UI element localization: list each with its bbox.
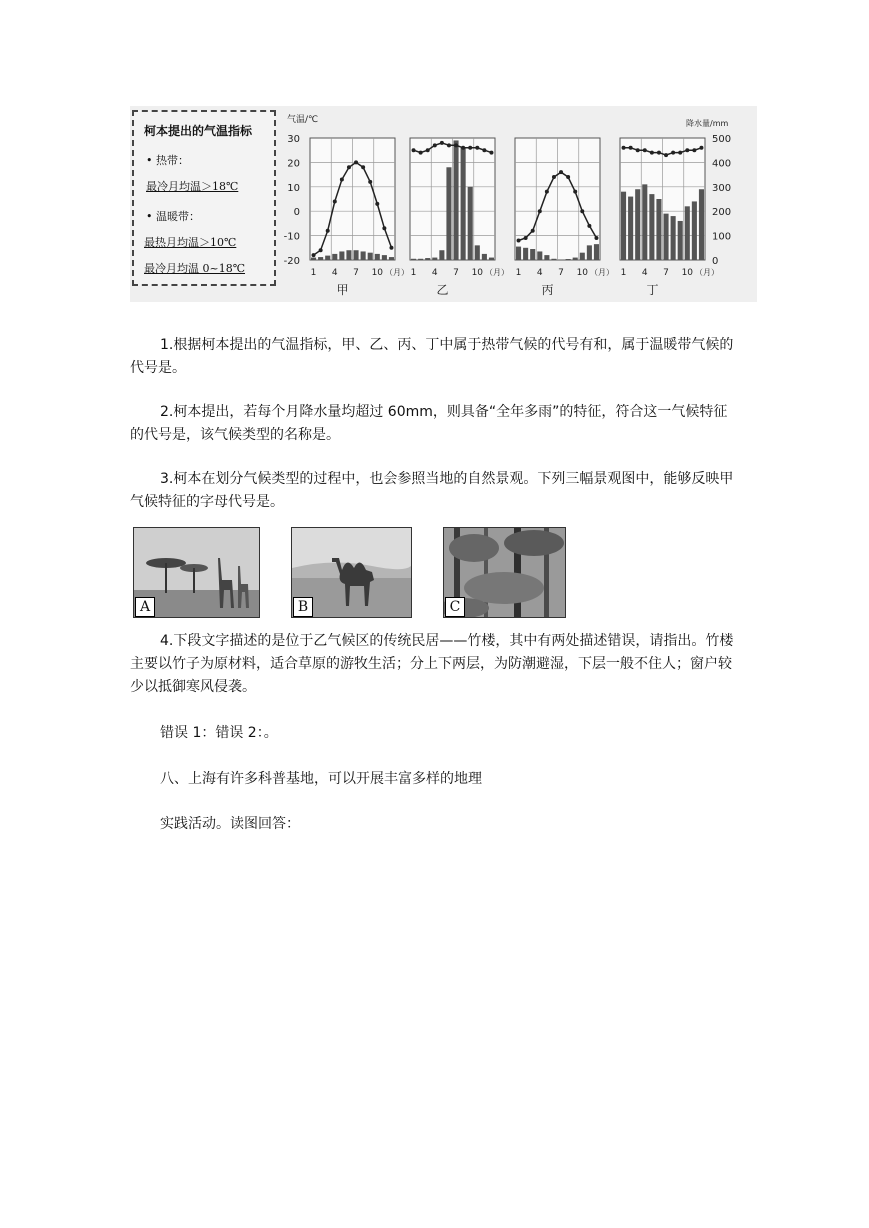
precip-axis-label: 降水量/mm xyxy=(686,119,729,128)
temperature-point xyxy=(594,236,598,240)
month-unit-label: （月） xyxy=(485,268,509,277)
precip-bar xyxy=(587,245,592,260)
temperature-point xyxy=(333,199,337,203)
month-tick-label: 4 xyxy=(641,268,648,278)
chart-name-label: 丙 xyxy=(541,283,554,297)
precip-bar xyxy=(389,257,394,260)
photo-label-a: A xyxy=(135,597,155,617)
legend-temperate-rule1: 最热月均温＞10℃ xyxy=(144,236,237,249)
temperature-point xyxy=(531,229,535,233)
section-8-cont: 实践活动。读图回答： xyxy=(160,816,300,832)
month-unit-label: （月） xyxy=(590,268,614,277)
precip-bar xyxy=(580,253,585,260)
precip-bar xyxy=(516,247,521,260)
temperature-point xyxy=(426,148,430,152)
temperature-point xyxy=(685,148,689,152)
precip-bar xyxy=(482,254,487,260)
precip-bar xyxy=(523,248,528,260)
precip-bar xyxy=(332,254,337,260)
precip-bar xyxy=(454,140,459,260)
month-tick-label: 1 xyxy=(410,268,417,278)
month-unit-label: （月） xyxy=(385,268,409,277)
precip-bar xyxy=(628,197,633,260)
temp-tick-label: -20 xyxy=(283,256,300,267)
legend-title: 柯本提出的气温指标 xyxy=(144,124,253,138)
temperature-point xyxy=(454,143,458,147)
precip-bar xyxy=(439,250,444,260)
temperature-point xyxy=(559,170,563,174)
precip-bar xyxy=(468,187,473,260)
temperature-point xyxy=(587,224,591,228)
precip-bar xyxy=(573,258,578,260)
month-tick-label: 4 xyxy=(536,268,543,278)
temperature-point xyxy=(382,226,386,230)
precip-bar xyxy=(621,192,626,260)
month-tick-label: 4 xyxy=(431,268,438,278)
precip-bar xyxy=(642,184,647,260)
month-tick-label: 10 xyxy=(681,268,694,278)
precip-bar xyxy=(671,216,676,260)
temperature-point xyxy=(566,175,570,179)
photo-label-b: B xyxy=(293,597,313,617)
temp-tick-label: 20 xyxy=(287,158,300,170)
temperature-point xyxy=(361,165,365,169)
temperature-point xyxy=(375,202,379,206)
temperature-point xyxy=(354,160,358,164)
month-tick-label: 1 xyxy=(515,268,522,278)
temp-tick-label: 30 xyxy=(287,134,300,145)
chart-name-label: 甲 xyxy=(336,283,349,297)
month-tick-label: 7 xyxy=(353,268,359,278)
temperature-point xyxy=(312,253,316,257)
temperature-point xyxy=(622,146,626,150)
climate-charts xyxy=(0,0,869,320)
temperature-point xyxy=(657,151,661,155)
legend-temperate: • 温暖带： xyxy=(146,210,200,223)
precip-tick-label: 200 xyxy=(712,207,732,219)
month-tick-label: 10 xyxy=(371,268,384,278)
temperature-point xyxy=(678,151,682,155)
temperature-point xyxy=(573,190,577,194)
temperature-point xyxy=(552,175,556,179)
precip-bar xyxy=(375,254,380,260)
precip-bar xyxy=(339,251,344,260)
section-8: 八、上海有许多科普基地，可以开展丰富多样的地理 xyxy=(160,771,482,787)
temperature-point xyxy=(319,248,323,252)
question-3: 3.柯本在划分气候类型的过程中，也会参照当地的自然景观。下列三幅景观图中，能够反映甲气候特征的字母代号是。 xyxy=(130,471,734,510)
temperature-point xyxy=(482,148,486,152)
photo-b xyxy=(291,527,412,618)
precip-bar xyxy=(346,250,351,260)
temperature-point xyxy=(447,143,451,147)
precip-tick-label: 500 xyxy=(712,134,732,145)
question-4: 4.下段文字描述的是位于乙气候区的传统民居——竹楼，其中有两处描述错误，请指出。竹楼主要以竹子为原材料，适合草原的游牧生活；分上下两层，为防潮避湿，下层一般不住人；窗户较少以抵御寒风侵袭。 xyxy=(130,633,734,695)
temperature-point xyxy=(636,148,640,152)
temperature-point xyxy=(475,146,479,150)
precip-bar xyxy=(685,206,690,260)
temp-tick-label: 10 xyxy=(287,182,300,194)
temperature-point xyxy=(524,236,528,240)
legend-tropical: • 热带： xyxy=(146,154,189,167)
precip-bar xyxy=(461,148,466,260)
temperature-point xyxy=(699,146,703,150)
temperature-point xyxy=(692,148,696,152)
legend-temperate-rule2: 最冷月均温 0~18℃ xyxy=(144,262,246,275)
precip-bar xyxy=(425,258,430,260)
precip-bar xyxy=(489,258,494,260)
precip-bar xyxy=(692,201,697,260)
question-2: 2.柯本提出，若每个月降水量均超过 60mm，则具备“全年多雨”的特征，符合这一气候特征的代号是，该气候类型的名称是。 xyxy=(130,404,728,443)
temperature-point xyxy=(545,190,549,194)
precip-bar xyxy=(530,249,535,260)
precip-bar xyxy=(544,255,549,260)
precip-tick-label: 300 xyxy=(712,182,732,194)
precip-bar xyxy=(418,259,423,260)
temperature-point xyxy=(643,148,647,152)
errors-line: 错误 1：错误 2：。 xyxy=(160,725,278,741)
month-tick-label: 1 xyxy=(310,268,317,278)
precip-bar xyxy=(678,221,683,260)
month-tick-label: 7 xyxy=(558,268,564,278)
precip-tick-label: 400 xyxy=(712,158,732,170)
precip-bar xyxy=(551,259,556,260)
precip-bar xyxy=(361,251,366,260)
photo-c xyxy=(443,527,566,618)
temperature-point xyxy=(389,246,393,250)
precip-bar xyxy=(446,167,451,260)
precip-bar xyxy=(368,253,373,260)
precip-bar xyxy=(537,251,542,260)
photo-a xyxy=(133,527,260,618)
month-tick-label: 10 xyxy=(471,268,484,278)
temp-axis-label: 气温/℃ xyxy=(287,115,319,125)
temperature-point xyxy=(412,148,416,152)
temperature-point xyxy=(433,143,437,147)
temperature-point xyxy=(538,209,542,213)
temperature-point xyxy=(664,153,668,157)
precip-bar xyxy=(411,259,416,260)
temperature-point xyxy=(440,141,444,145)
photo-label-c: C xyxy=(445,597,465,617)
temp-tick-label: -10 xyxy=(283,231,300,243)
month-tick-label: 7 xyxy=(453,268,459,278)
precip-bar xyxy=(635,189,640,260)
temperature-point xyxy=(347,165,351,169)
temperature-point xyxy=(650,151,654,155)
temperature-point xyxy=(489,151,493,155)
precip-bar xyxy=(699,189,704,260)
precip-bar xyxy=(318,257,323,260)
temperature-point xyxy=(368,180,372,184)
precip-bar xyxy=(325,256,330,260)
precip-bar xyxy=(382,255,387,260)
precip-bar xyxy=(432,258,437,260)
chart-name-label: 乙 xyxy=(436,283,449,297)
temperature-point xyxy=(468,146,472,150)
precip-bar xyxy=(656,199,661,260)
precip-bar xyxy=(475,245,480,260)
precip-bar xyxy=(311,258,316,260)
precip-bar xyxy=(594,244,599,260)
temperature-point xyxy=(340,177,344,181)
month-unit-label: （月） xyxy=(695,268,719,277)
temp-tick-label: 0 xyxy=(293,207,300,219)
precip-bar xyxy=(664,214,669,260)
temperature-point xyxy=(326,229,330,233)
temperature-point xyxy=(419,151,423,155)
precip-tick-label: 0 xyxy=(712,256,719,267)
temperature-point xyxy=(629,146,633,150)
month-tick-label: 10 xyxy=(576,268,589,278)
precip-tick-label: 100 xyxy=(712,231,732,243)
temperature-point xyxy=(517,238,521,242)
month-tick-label: 1 xyxy=(620,268,627,278)
precip-bar xyxy=(354,250,359,260)
temperature-point xyxy=(671,151,675,155)
temperature-point xyxy=(580,209,584,213)
temperature-point xyxy=(461,146,465,150)
question-1: 1.根据柯本提出的气温指标，甲、乙、丙、丁中属于热带气候的代号有和，属于温暖带气候的代号是。 xyxy=(130,337,734,376)
month-tick-label: 4 xyxy=(331,268,338,278)
precip-bar xyxy=(566,259,571,260)
precip-bar xyxy=(649,194,654,260)
month-tick-label: 7 xyxy=(663,268,669,278)
chart-name-label: 丁 xyxy=(646,283,659,297)
legend-tropical-rule: 最冷月均温＞18℃ xyxy=(146,180,239,193)
